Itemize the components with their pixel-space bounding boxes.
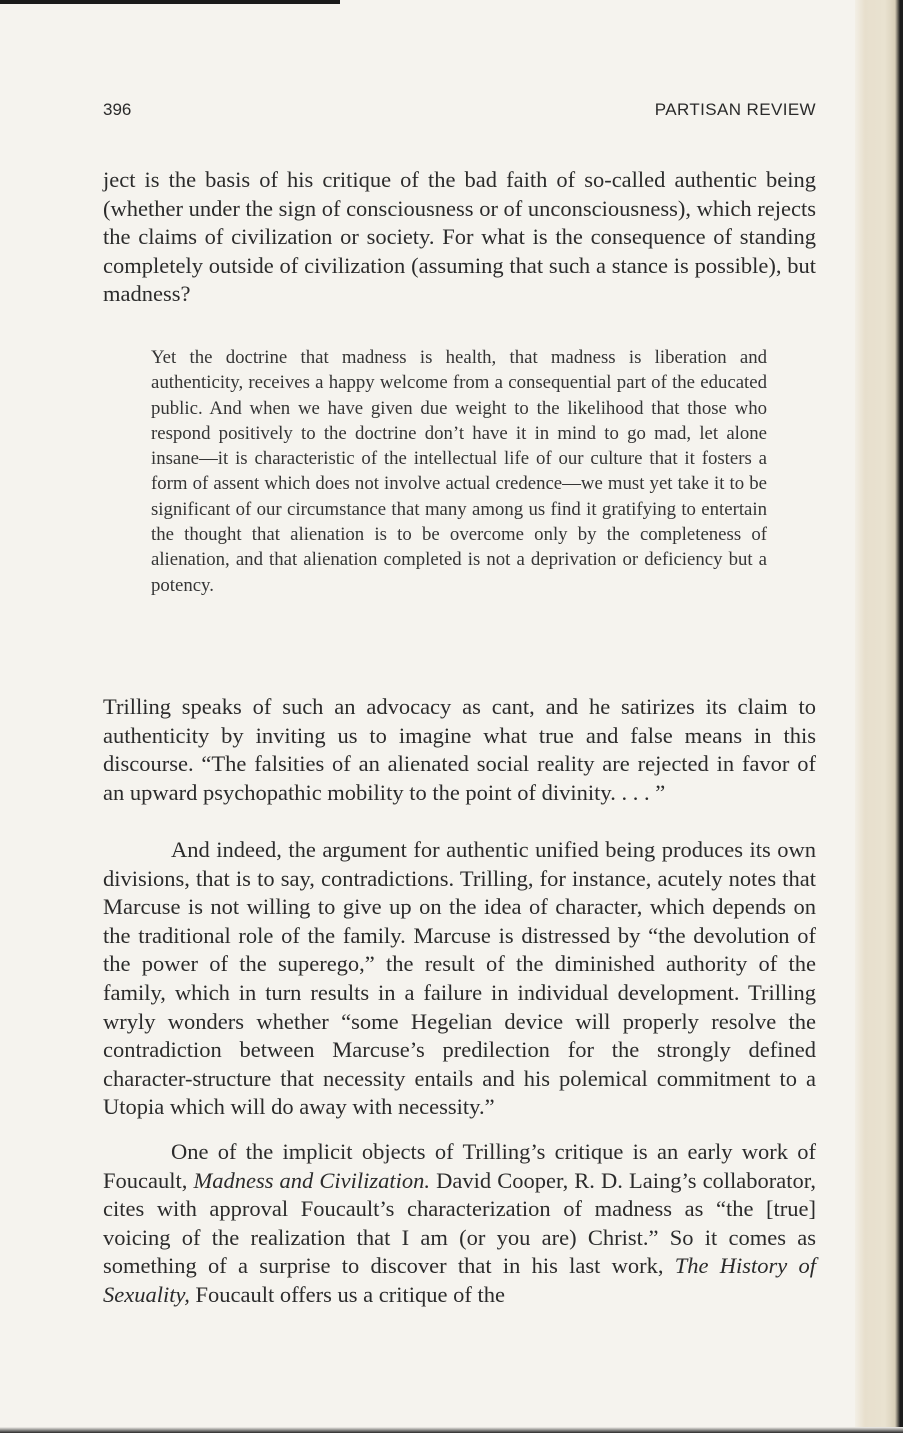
page-number: 396 xyxy=(103,100,132,119)
scan-edge-right xyxy=(855,0,903,1433)
book-title-madness-and-civilization: Madness and Civilization. xyxy=(193,1167,431,1193)
scan-edge-top xyxy=(0,0,340,4)
running-head: PARTISAN REVIEW xyxy=(654,100,816,119)
paragraph-foucault xyxy=(103,1138,816,1310)
block-quote: Yet the doctrine that madness is health, that madness is liberation and authenticity, receives a happy welcome from a consequential part of the educated public. And when we have given due weight to the likelihood that those who respond positively to the doctrine don’t have it in mind to go mad, let alone insane—it is characteristic of the intellectual life of our culture that it fosters a form of assent which does not involve actual credence—we must yet take it to be significant of our circumstance that many among us find it gratifying to entertain the thought that alienation is to be overcome only by the completeness of alienation, and that alienation completed is not a deprivation or deficiency but a potency. xyxy=(151,347,767,596)
scan-edge-bottom xyxy=(0,1427,903,1433)
paragraph-marcuse: And indeed, the argument for authentic unified being produces its own divisions, that is to say, contradictions. Trilling, for instance, acutely notes that Marcuse is not willing to give up on the idea of character, which depends on the traditional role of the family. Marcuse is distressed by “the devolution of the power of the superego,” the result of the diminished authority of the family, which in turn results in a failure in individual development. Trilling wryly wonders whether “some Hegelian device will properly resolve the contradiction between Marcuse’s predilection for the strongly defined character-structure that necessity entails and his polemical commitment to a Utopia which will do away with necessity.” xyxy=(103,837,816,1120)
page-header xyxy=(103,100,816,124)
paragraph-foucault-text-2: David Cooper, R. D. Laing’s collaborator, cites with approval Foucault’s characterization of madness as “the [true] voicing of the realization that I am (or you are) Christ.” So it comes as something of a surprise to discover that in his last work, xyxy=(103,1167,816,1279)
paragraph-trilling-cant: Trilling speaks of such an advocacy as cant, and he satirizes its claim to authenticity by inviting us to imagine what true and false means in this discourse. “The falsities of an alienated social reality are rejected in favor of an upward psychopathic mobility to the point of divinity. . . . ” xyxy=(103,694,816,805)
book-title-history-of-sexuality: The History of Sexuality, xyxy=(103,1253,816,1307)
paragraph-foucault-text-1: One of the implicit objects of Trilling’s critique is an early work of Foucault, xyxy=(103,1139,816,1193)
paragraph-foucault-text-3: Foucault offers us a critique of the xyxy=(189,1281,505,1307)
paragraph-continuation: ject is the basis of his critique of the bad faith of so-called authentic being (whether under the sign of consciousness or of unconsciousness), which rejects the claims of civilization or society. For what is the consequence of standing completely outside of civilization (assuming that such a stance is possible), but madness? xyxy=(103,167,816,307)
